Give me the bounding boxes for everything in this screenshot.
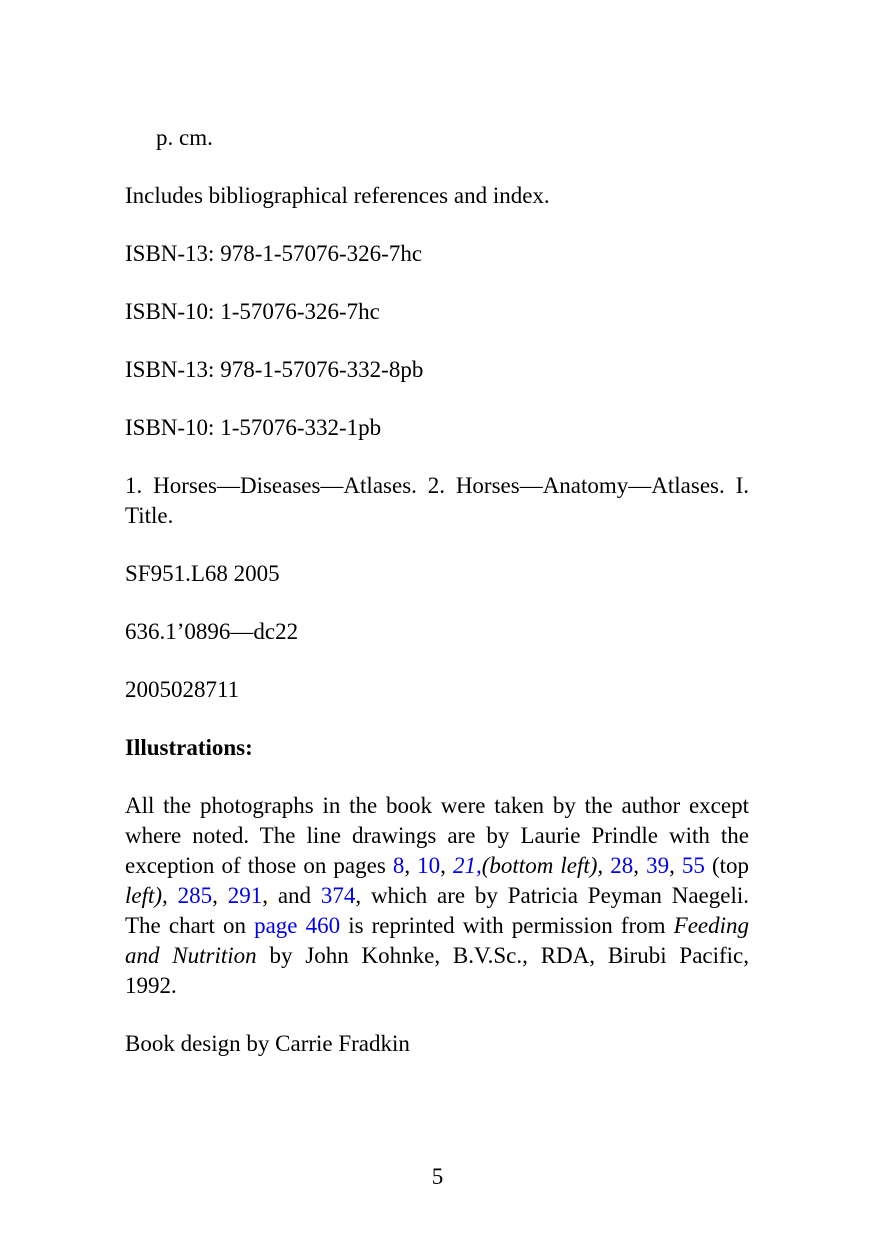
book-design-credit: Book design by Carrie Fradkin [125,1031,410,1056]
separator: , [440,853,453,878]
illustrations-paragraph [125,791,749,1001]
isbn-10-hardcover: ISBN-10: 1-57076-326-7hc [125,299,380,324]
page-link-285[interactable]: 285 [177,883,213,908]
isbn-10-paperback: ISBN-10: 1-57076-332-1pb [125,415,382,440]
page-link-55[interactable]: 55 [681,853,705,878]
page-link-39[interactable]: 39 [646,853,670,878]
illustrations-text-1: All the photographs in the book were taken by the author except where noted. The line drawings are by Laurie Prindle with the exception of those on pages [125,793,749,878]
bottom-left-note: (bottom left), [481,853,604,878]
page-link-291[interactable]: 291 [227,883,263,908]
page-link-10[interactable]: 10 [417,853,441,878]
page-link-460[interactable]: page 460 [254,913,341,938]
illustrations-heading: Illustrations: [125,735,253,760]
isbn-13-paperback: ISBN-13: 978-1-57076-332-8pb [125,357,424,382]
subject-heading-1: 1. Horses—Diseases—Atlases. [125,473,417,498]
physical-description: p. cm. [156,125,213,150]
bibliography-note: Includes bibliographical references and index. [125,183,550,208]
top-note: (top [704,853,750,878]
illustrations-text-2: , which are by Patricia Peyman Naegeli. The chart on [125,883,750,938]
separator: , [633,853,647,878]
separator: , and [262,883,321,908]
subject-headings [125,471,749,531]
separator [168,883,178,908]
lccn: 2005028711 [125,677,240,702]
separator: , [669,853,682,878]
page-link-21[interactable]: 21, [453,853,482,878]
page-number: 5 [431,1164,444,1189]
illustrations-text-4: by John Kohnke, B.V.Sc., RDA, Birubi Pacific, 1992. [125,943,750,998]
isbn-13-hardcover: ISBN-13: 978-1-57076-326-7hc [125,241,423,266]
subject-heading-2: 2. Horses—Anatomy—Atlases. I. Title. [125,473,749,528]
illustrations-text-3: is reprinted with permission from [340,913,674,938]
separator: , [404,853,418,878]
page-link-28[interactable]: 28 [610,853,634,878]
dewey-number: 636.1’0896—dc22 [125,619,299,644]
page-link-374[interactable]: 374 [320,883,356,908]
copyright-page-content [125,123,749,1087]
book-title: Feeding and Nutrition [125,913,749,968]
page-link-8[interactable]: 8 [392,853,405,878]
separator: , [212,883,228,908]
left-note: left), [125,883,168,908]
lc-call-number: SF951.L68 2005 [125,561,280,586]
